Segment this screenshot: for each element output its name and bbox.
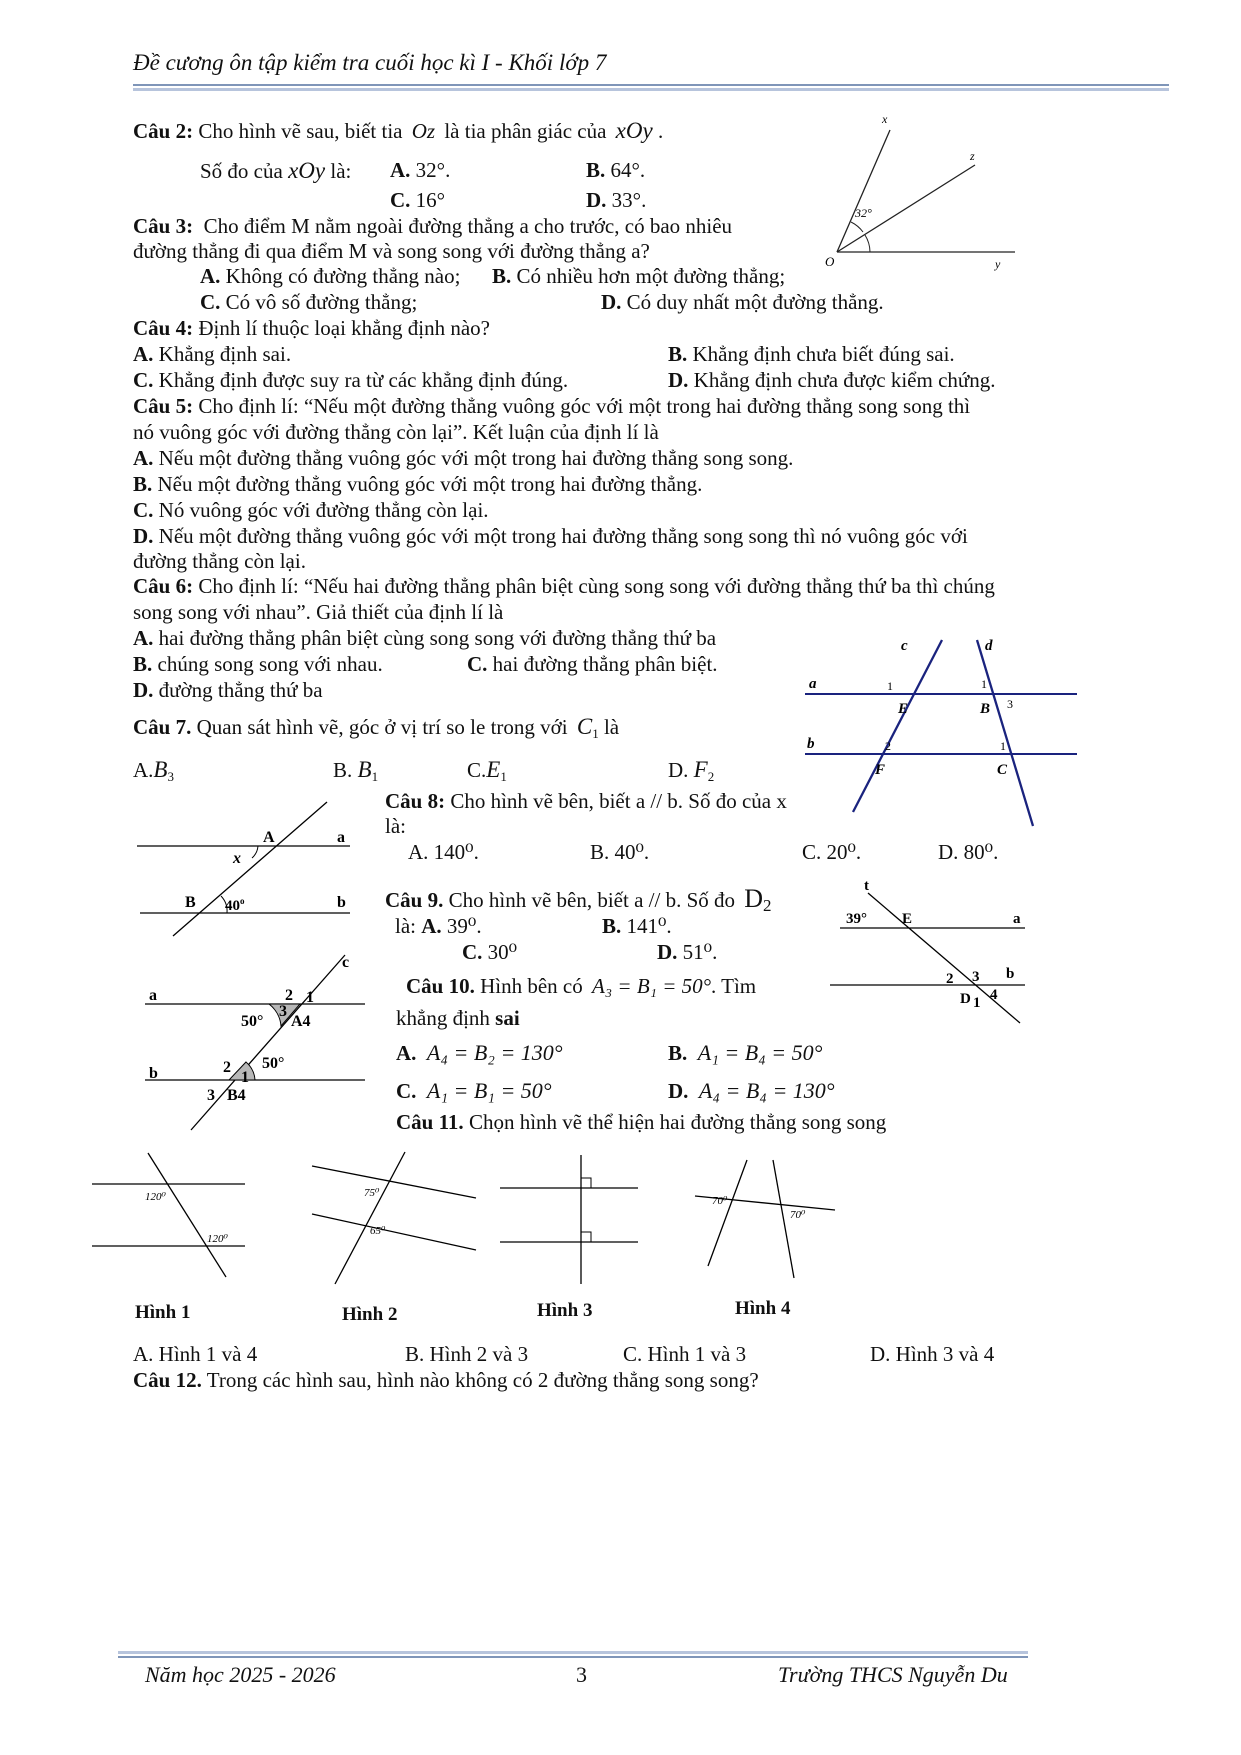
svg-text:b: b	[807, 736, 815, 752]
svg-text:4: 4	[990, 987, 998, 1003]
q7-option-c[interactable]: $C.E_1$	[467, 757, 507, 784]
svg-text:a: a	[1013, 911, 1021, 927]
label-x: x	[882, 112, 888, 126]
q11-option-a[interactable]: A. Hình 1 và 4	[133, 1342, 258, 1366]
q10-option-a[interactable]: A. A₄ = B₂ = 130°	[396, 1040, 563, 1065]
hinh-3-figure[interactable]	[498, 1150, 643, 1290]
svg-text:d: d	[985, 638, 993, 654]
svg-text:b: b	[149, 1065, 158, 1082]
q9-option-b[interactable]: B. 141⁰.	[602, 914, 672, 938]
q4-option-c[interactable]: C. Khẳng định được suy ra từ các khẳng định đúng.	[133, 368, 569, 392]
q6-option-d[interactable]: D. đường thẳng thứ ba	[133, 678, 323, 702]
q8-option-a[interactable]: A. 140⁰.	[408, 840, 479, 864]
hinh-4-label: Hình 4	[735, 1298, 791, 1319]
svg-text:3: 3	[207, 1087, 215, 1104]
q4-stem: Câu 4: Định lí thuộc loại khẳng định nào?	[133, 316, 490, 340]
svg-text:B: B	[185, 894, 196, 911]
q8-option-d[interactable]: D. 80⁰.	[938, 840, 999, 864]
svg-text:x: x	[233, 850, 241, 867]
svg-text:70⁰: 70⁰	[712, 1195, 728, 1207]
svg-text:1: 1	[1000, 739, 1006, 753]
hinh-4-figure[interactable]	[690, 1150, 840, 1290]
q2-line1: Câu 2: Cho hình vẽ sau, biết tia Oz là tia phân giác của xOy .	[133, 118, 664, 143]
svg-text:50°: 50°	[241, 1013, 264, 1030]
svg-text:120⁰: 120⁰	[207, 1233, 228, 1245]
q3-line2: đường thẳng đi qua điểm M và song song với đường thẳng a?	[133, 239, 650, 263]
header-title: Đề cương ôn tập kiểm tra cuối học kì I - Khối lớp 7	[133, 50, 607, 75]
q12-stem: Câu 12. Trong các hình sau, hình nào không có 2 đường thẳng song song?	[133, 1368, 759, 1392]
q5-line2: nó vuông góc với đường thẳng còn lại”. Kết luận của định lí là	[133, 420, 659, 444]
q6-line2: song song với nhau”. Giả thiết của định lí là	[133, 600, 504, 624]
q10-option-c[interactable]: C. A₁ = B₁ = 50°	[396, 1078, 552, 1103]
q8-option-c[interactable]: C. 20⁰.	[802, 840, 862, 864]
label-angle: 32°	[855, 206, 872, 220]
svg-text:c: c	[901, 638, 908, 654]
q4-option-b[interactable]: B. Khẳng định chưa biết đúng sai.	[668, 342, 955, 366]
hinh-3-label: Hình 3	[537, 1300, 593, 1321]
q11-option-b[interactable]: B. Hình 2 và 3	[405, 1342, 529, 1366]
q7-option-a[interactable]: $A.B_3$	[133, 757, 174, 784]
svg-text:B4: B4	[227, 1087, 246, 1104]
q5-option-b[interactable]: B. Nếu một đường thẳng vuông góc với một trong hai đường thẳng.	[133, 472, 703, 496]
q7-option-d[interactable]: D. $F_2$	[668, 757, 715, 784]
hinh-1-label: Hình 1	[135, 1302, 191, 1323]
q10-figure	[145, 950, 370, 1135]
q11-stem: Câu 11. Chọn hình vẽ thể hiện hai đường thẳng song song	[396, 1110, 887, 1134]
q4-option-a[interactable]: A. Khẳng định sai.	[133, 342, 292, 366]
header-rule-2	[133, 88, 1169, 91]
svg-text:3: 3	[972, 969, 980, 985]
q3-line1: Câu 3: Cho điểm M nằm ngoài đường thẳng a cho trước, có bao nhiêu	[133, 214, 733, 238]
q3-option-b[interactable]: B. Có nhiều hơn một đường thẳng;	[492, 264, 786, 288]
footer-rule-2	[118, 1656, 1028, 1658]
q2-option-d[interactable]: D. 33°.	[586, 188, 647, 212]
q8-line1: Câu 8: Cho hình vẽ bên, biết a // b. Số đo của x	[385, 789, 787, 813]
svg-text:A4: A4	[291, 1013, 311, 1030]
label-o: O	[825, 254, 835, 269]
svg-text:E: E	[902, 911, 913, 927]
svg-text:a: a	[337, 829, 345, 846]
svg-text:2: 2	[885, 739, 891, 753]
q7-option-b[interactable]: B. $B_1$	[333, 757, 379, 784]
q4-option-d[interactable]: D. Khẳng định chưa được kiểm chứng.	[668, 368, 996, 392]
q2-option-b[interactable]: B. 64°.	[586, 158, 646, 182]
q10-option-b[interactable]: B. A₁ = B₄ = 50°	[668, 1040, 823, 1065]
q6-line1: Câu 6: Cho định lí: “Nếu hai đường thẳng phân biệt cùng song song với đường thẳng thứ ba thì chúng	[133, 574, 995, 598]
svg-text:120⁰: 120⁰	[145, 1191, 166, 1203]
q5-line1: Câu 5: Cho định lí: “Nếu một đường thẳng vuông góc với một trong hai đường thẳng song song thì	[133, 394, 971, 418]
q6-option-b[interactable]: B. chúng song song với nhau.	[133, 652, 383, 676]
svg-text:40o: 40$^o$	[225, 896, 245, 914]
q9-option-d[interactable]: D. 51⁰.	[657, 940, 718, 964]
hinh-1-figure[interactable]	[90, 1150, 250, 1290]
svg-text:1: 1	[306, 989, 314, 1006]
q8-option-b[interactable]: B. 40⁰.	[590, 840, 650, 864]
q5-option-d[interactable]: D. Nếu một đường thẳng vuông góc với một trong hai đường thẳng song song thì nó vuông góc với	[133, 524, 968, 548]
q9-stem: Câu 9. Cho hình vẽ bên, biết a // b. Số đo D2	[385, 884, 772, 915]
q6-option-a[interactable]: A. hai đường thẳng phân biệt cùng song song với đường thẳng thứ ba	[133, 626, 717, 650]
q2-figure	[815, 110, 1025, 270]
svg-text:70⁰: 70⁰	[790, 1209, 806, 1221]
svg-text:b: b	[337, 894, 346, 911]
q2-option-a[interactable]: A. 32°.	[390, 158, 451, 182]
hinh-2-label: Hình 2	[342, 1304, 398, 1325]
footer-school: Trường THCS Nguyễn Du	[778, 1662, 1008, 1687]
svg-text:a: a	[809, 676, 817, 692]
svg-text:b: b	[1006, 966, 1015, 982]
svg-text:E: E	[898, 701, 909, 717]
svg-text:65⁰: 65⁰	[370, 1225, 386, 1237]
q10-option-d[interactable]: D. A₄ = B₄ = 130°	[668, 1078, 835, 1103]
ray-ox	[837, 130, 890, 252]
q9-figure	[830, 875, 1030, 1025]
q2-line2: Số đo của xOy là:	[200, 158, 352, 183]
q5-option-c[interactable]: C. Nó vuông góc với đường thẳng còn lại.	[133, 498, 489, 522]
q10-stem: Câu 10. Hình bên có A₃ = B₁ = 50°. Tìm	[406, 974, 757, 998]
q9-line2: là: A. 39⁰.	[395, 914, 482, 938]
q8-figure	[135, 800, 360, 940]
q7-stem: Câu 7. Quan sát hình vẽ, góc ở vị trí so le trong với $C_1$ là	[133, 714, 620, 741]
q3-option-a[interactable]: A. Không có đường thẳng nào;	[200, 264, 461, 288]
q2-option-c[interactable]: C. 16°	[390, 188, 446, 212]
q5-option-a[interactable]: A. Nếu một đường thẳng vuông góc với một trong hai đường thẳng song song.	[133, 446, 794, 470]
q11-option-d[interactable]: D. Hình 3 và 4	[870, 1342, 995, 1366]
svg-text:75⁰: 75⁰	[364, 1187, 380, 1199]
q9-option-a[interactable]: A. 39⁰.	[421, 914, 482, 938]
svg-text:A: A	[263, 829, 275, 846]
footer-page-number: 3	[576, 1662, 587, 1687]
q6-option-c[interactable]: C. hai đường thẳng phân biệt.	[467, 652, 718, 676]
svg-text:50°: 50°	[262, 1055, 285, 1072]
q8-line2: là:	[385, 814, 406, 838]
q7-figure	[805, 630, 1080, 830]
svg-text:1: 1	[973, 995, 981, 1011]
svg-text:F: F	[875, 762, 886, 778]
svg-text:3: 3	[279, 1003, 287, 1020]
q9-option-c[interactable]: C. 30⁰	[462, 940, 518, 964]
svg-text:2: 2	[223, 1059, 231, 1076]
footer-rule	[118, 1651, 1028, 1654]
svg-text:2: 2	[946, 971, 954, 987]
svg-text:a: a	[149, 987, 157, 1004]
svg-text:1: 1	[981, 677, 987, 691]
footer-year: Năm học 2025 - 2026	[145, 1662, 336, 1687]
q10-line2: khẳng định sai	[396, 1006, 520, 1030]
q5-option-d-cont: đường thẳng còn lại.	[133, 549, 306, 573]
svg-text:c: c	[342, 954, 350, 971]
svg-text:39°: 39°	[846, 911, 867, 927]
q3-option-c[interactable]: C. Có vô số đường thẳng;	[200, 290, 418, 314]
q11-option-c[interactable]: C. Hình 1 và 3	[623, 1342, 747, 1366]
hinh-2-figure[interactable]	[310, 1150, 480, 1290]
label-z: z	[970, 149, 975, 163]
question-label: Câu 2:	[133, 119, 194, 143]
header-rule	[133, 84, 1169, 86]
q3-option-d[interactable]: D. Có duy nhất một đường thẳng.	[601, 290, 884, 314]
svg-text:3: 3	[1007, 697, 1013, 711]
svg-text:1: 1	[241, 1069, 249, 1086]
svg-text:1: 1	[887, 679, 893, 693]
svg-text:D: D	[960, 991, 971, 1007]
label-y: y	[995, 257, 1001, 271]
svg-text:t: t	[864, 878, 869, 894]
svg-text:B: B	[980, 701, 991, 717]
svg-text:C: C	[997, 762, 1008, 778]
svg-text:2: 2	[285, 987, 293, 1004]
